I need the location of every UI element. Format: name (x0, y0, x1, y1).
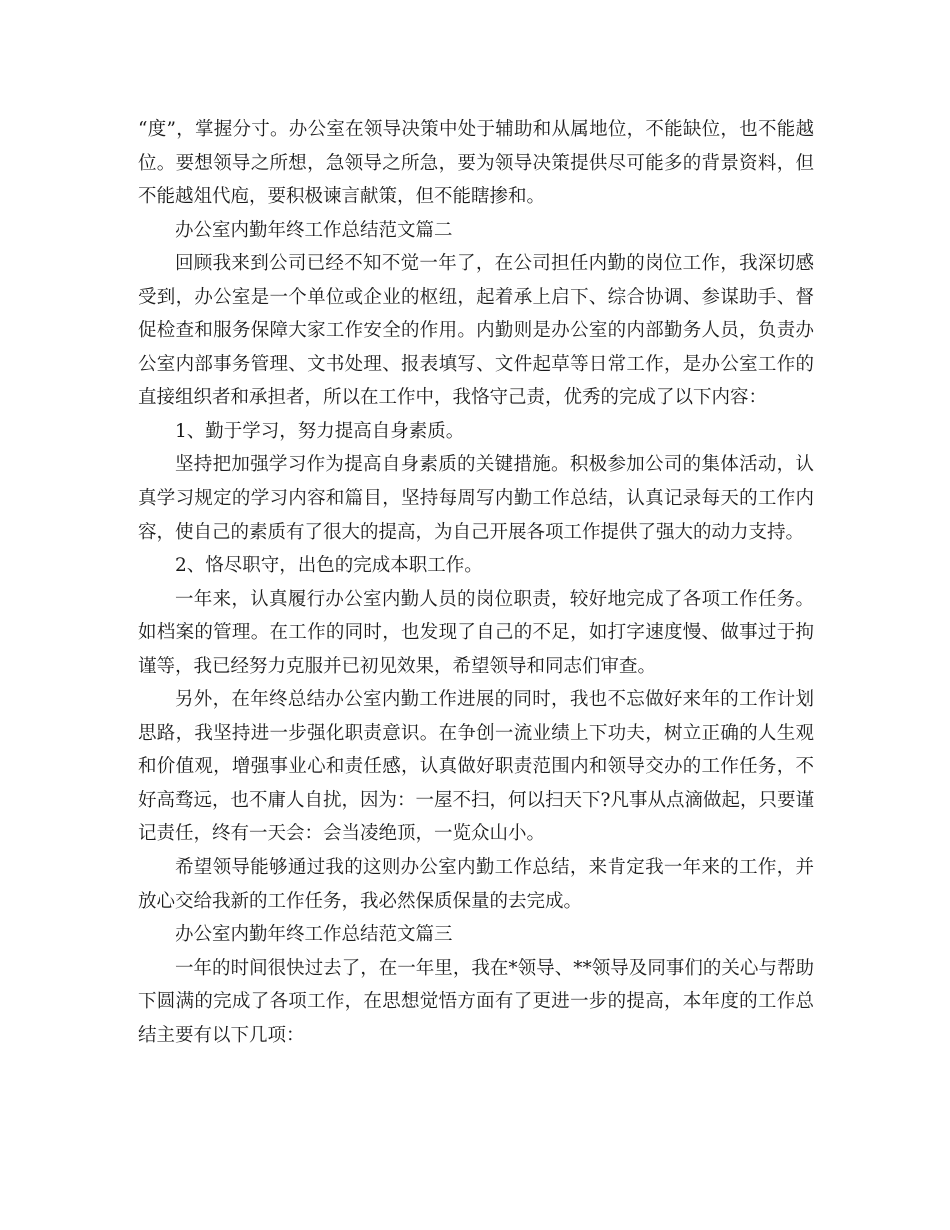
paragraph: 坚持把加强学习作为提高自身素质的关键措施。积极参加公司的集体活动，认真学习规定的学习内容和篇目，坚持每周写内勤工作总结，认真记录每天的工作内容，使自己的素质有了很大的提高，为自己开展各项工作提供了强大的动力支持。 (138, 454, 814, 543)
paragraph: 另外，在年终总结办公室内勤工作进展的同时，我也不忘做好来年的工作计划思路，我坚持进一步强化职责意识。在争创一流业绩上下功夫，树立正确的人生观和价值观，增强事业心和责任感，认真做好职责范围内和领导交办的工作任务，不好高骛远，也不庸人自扰，因为：一屋不扫，何以扫天下?凡事从点滴做起，只要谨记责任，终有一天会：会当凌绝顶，一览众山小。 (138, 689, 814, 845)
list-heading: 2、恪尽职守，出色的完成本职工作。 (175, 555, 483, 577)
list-heading: 1、勤于学习，努力提高自身素质。 (175, 420, 465, 442)
paragraph: 一年来，认真履行办公室内勤人员的岗位职责，较好地完成了各项工作任务。如档案的管理。在工作的同时，也发现了自己的不足，如打字速度慢、做事过于拘谨等，我已经努力克服并已初见效果，希望领导和同志们审查。 (138, 588, 814, 677)
paragraph-continuation: “度”，掌握分寸。办公室在领导决策中处于辅助和从属地位，不能缺位，也不能越位。要想领导之所想，急领导之所急，要为领导决策提供尽可能多的背景资料，但不能越俎代庖，要积极谏言献策，但不能瞎掺和。 (138, 119, 814, 208)
paragraph: 一年的时间很快过去了，在一年里，我在*领导、**领导及同事们的关心与帮助下圆满的完成了各项工作，在思想觉悟方面有了更进一步的提高，本年度的工作总结主要有以下几项： (138, 957, 814, 1046)
section-heading-part-three: 办公室内勤年终工作总结范文篇三 (175, 924, 453, 946)
section-heading-part-two: 办公室内勤年终工作总结范文篇二 (175, 219, 453, 241)
document-body (138, 113, 814, 1052)
paragraph: 希望领导能够通过我的这则办公室内勤工作总结，来肯定我一年来的工作，并放心交给我新的工作任务，我必然保质保量的去完成。 (138, 857, 814, 912)
paragraph: 回顾我来到公司已经不知不觉一年了，在公司担任内勤的岗位工作，我深切感受到，办公室是一个单位或企业的枢纽，起着承上启下、综合协调、参谋助手、督促检查和服务保障大家工作安全的作用。内勤则是办公室的内部勤务人员，负责办公室内部事务管理、文书处理、报表填写、文件起草等日常工作，是办公室工作的直接组织者和承担者，所以在工作中，我恪守己责，优秀的完成了以下内容： (138, 253, 814, 409)
